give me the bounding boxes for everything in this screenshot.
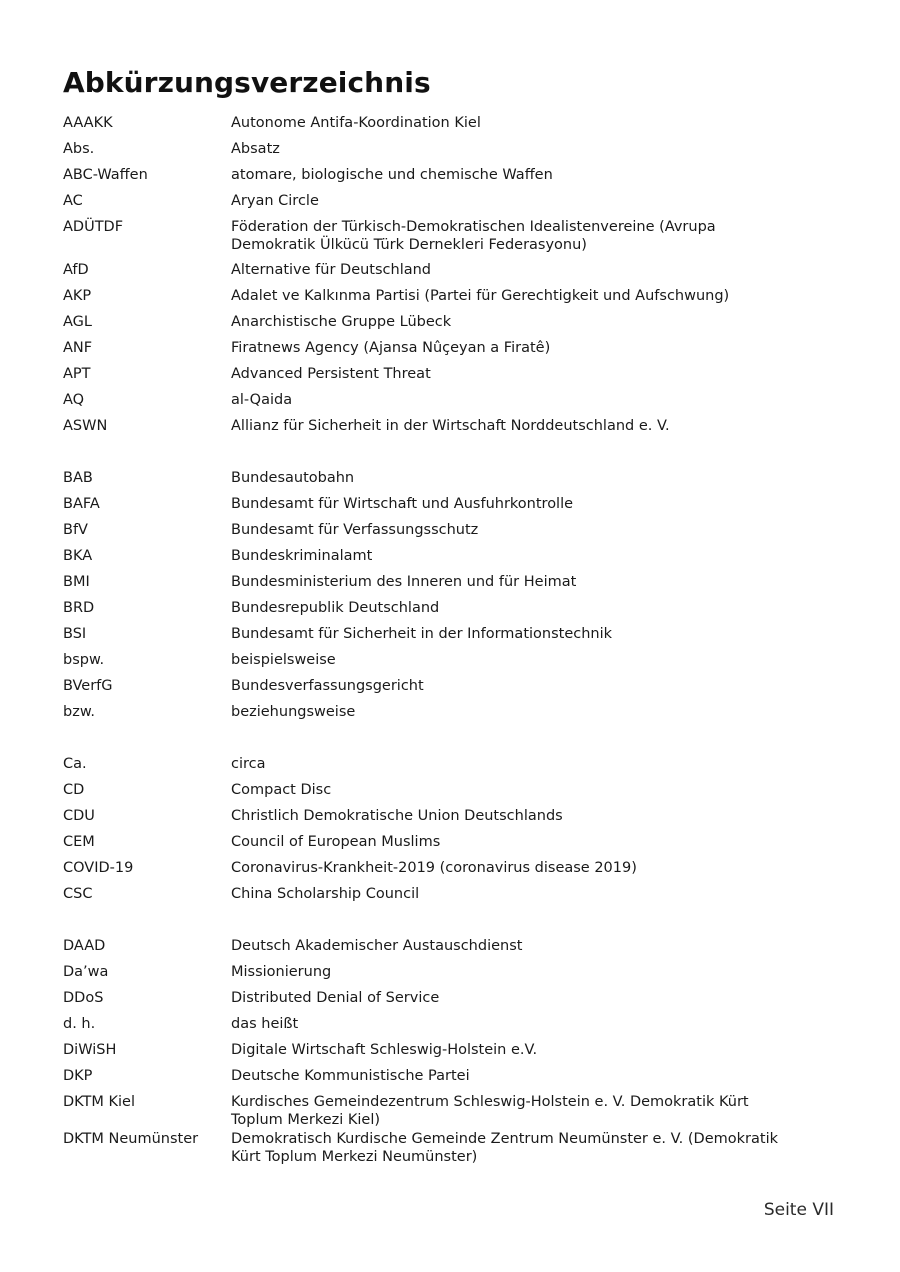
abbreviation-term: BVerfG <box>63 678 113 694</box>
abbreviation-entry <box>63 1040 803 1066</box>
abbreviation-entry <box>63 1014 803 1040</box>
abbreviation-definition: Council of European Muslims <box>231 834 441 850</box>
abbreviation-definition: Bundesrepublik Deutschland <box>231 600 440 616</box>
page-title: Abkürzungsverzeichnis <box>63 66 431 99</box>
abbreviation-term: DKTM Neumünster <box>63 1131 199 1147</box>
abbreviation-term: bspw. <box>63 652 105 668</box>
abbreviation-definition: Aryan Circle <box>231 193 319 209</box>
abbreviation-definition: Kurdisches Gemeindezentrum Schleswig-Holstein e. V. Demokratik Kürt Toplum Merkezi Kiel) <box>231 1094 749 1128</box>
abbreviation-entry <box>63 832 803 858</box>
abbreviation-definition: al-Qaida <box>231 392 293 408</box>
abbreviation-term: DiWiSH <box>63 1042 117 1058</box>
abbreviation-definition: Distributed Denial of Service <box>231 990 440 1006</box>
abbreviation-entry <box>63 416 803 442</box>
abbreviation-group <box>63 936 803 1172</box>
abbreviation-entry <box>63 468 803 494</box>
abbreviation-term: CSC <box>63 886 93 902</box>
abbreviation-definition: Bundesamt für Verfassungsschutz <box>231 522 479 538</box>
abbreviation-term: COVID-19 <box>63 860 134 876</box>
abbreviation-definition: Bundesverfassungsgericht <box>231 678 424 694</box>
abbreviation-definition: Adalet ve Kalkınma Partisi (Partei für Gerechtigkeit und Aufschwung) <box>231 288 730 304</box>
abbreviation-definition: Digitale Wirtschaft Schleswig-Holstein e.V. <box>231 1042 538 1058</box>
abbreviation-entry <box>63 936 803 962</box>
abbreviation-entry <box>63 494 803 520</box>
abbreviation-term: DKTM Kiel <box>63 1094 136 1110</box>
abbreviation-definition: Bundesamt für Sicherheit in der Informationstechnik <box>231 626 613 642</box>
abbreviation-entry <box>63 338 803 364</box>
abbreviation-definition: Coronavirus-Krankheit-2019 (coronavirus disease 2019) <box>231 860 637 876</box>
abbreviation-entry <box>63 702 803 728</box>
abbreviation-term: APT <box>63 366 91 382</box>
abbreviation-definition: circa <box>231 756 266 772</box>
abbreviation-entry <box>63 1066 803 1092</box>
abbreviation-entry <box>63 364 803 390</box>
abbreviation-term: ADÜTDF <box>63 219 124 235</box>
abbreviation-entry <box>63 390 803 416</box>
abbreviation-definition: Allianz für Sicherheit in der Wirtschaft Norddeutschland e. V. <box>231 418 670 434</box>
abbreviation-definition: Demokratisch Kurdische Gemeinde Zentrum Neumünster e. V. (Demokratik Kürt Toplum Merkezi Neumünster) <box>231 1131 778 1165</box>
abbreviation-definition: Bundesamt für Wirtschaft und Ausfuhrkontrolle <box>231 496 574 512</box>
abbreviation-term: BSI <box>63 626 87 642</box>
abbreviation-entry <box>63 139 803 165</box>
abbreviation-definition: Christlich Demokratische Union Deutschlands <box>231 808 563 824</box>
abbreviation-entry <box>63 624 803 650</box>
abbreviation-group <box>63 468 803 728</box>
abbreviation-definition: beziehungsweise <box>231 704 356 720</box>
abbreviation-definition: Deutsch Akademischer Austauschdienst <box>231 938 523 954</box>
abbreviation-term: CEM <box>63 834 95 850</box>
abbreviation-definition: atomare, biologische und chemische Waffen <box>231 167 553 183</box>
abbreviation-definition: China Scholarship Council <box>231 886 420 902</box>
abbreviation-entry <box>63 113 803 139</box>
abbreviation-term: DKP <box>63 1068 93 1084</box>
abbreviation-definition: Firatnews Agency (Ajansa Nûçeyan a Firatê) <box>231 340 551 356</box>
abbreviation-entry <box>63 858 803 884</box>
abbreviation-term: CD <box>63 782 85 798</box>
abbreviation-entry <box>63 260 803 286</box>
abbreviation-term: BRD <box>63 600 95 616</box>
abbreviation-term: AAAKK <box>63 115 113 131</box>
abbreviation-term: BAB <box>63 470 93 486</box>
abbreviation-entry <box>63 1129 803 1172</box>
abbreviation-entry <box>63 165 803 191</box>
abbreviation-entry <box>63 598 803 624</box>
abbreviation-entry <box>63 191 803 217</box>
abbreviation-entry <box>63 650 803 676</box>
abbreviation-term: Abs. <box>63 141 95 157</box>
abbreviation-term: DAAD <box>63 938 106 954</box>
abbreviation-term: ABC-Waffen <box>63 167 148 183</box>
abbreviation-group <box>63 754 803 910</box>
abbreviation-entry <box>63 286 803 312</box>
abbreviation-list <box>63 113 803 1172</box>
abbreviation-entry <box>63 780 803 806</box>
abbreviation-definition: Bundesministerium des Inneren und für Heimat <box>231 574 577 590</box>
abbreviation-entry <box>63 546 803 572</box>
abbreviation-entry <box>63 520 803 546</box>
abbreviation-term: Ca. <box>63 756 87 772</box>
abbreviation-term: d. h. <box>63 1016 96 1032</box>
abbreviation-definition: Alternative für Deutschland <box>231 262 432 278</box>
abbreviation-entry <box>63 217 803 260</box>
abbreviation-term: BMI <box>63 574 90 590</box>
abbreviation-definition: beispielsweise <box>231 652 336 668</box>
abbreviation-entry <box>63 312 803 338</box>
abbreviation-term: bzw. <box>63 704 95 720</box>
abbreviation-entry <box>63 884 803 910</box>
abbreviation-term: BfV <box>63 522 88 538</box>
abbreviation-definition: Bundeskriminalamt <box>231 548 373 564</box>
page-number: Seite VII <box>763 1200 834 1220</box>
abbreviation-entry <box>63 572 803 598</box>
abbreviation-definition: Advanced Persistent Threat <box>231 366 431 382</box>
abbreviation-term: CDU <box>63 808 95 824</box>
abbreviation-definition: Absatz <box>231 141 280 157</box>
abbreviation-group <box>63 113 803 442</box>
abbreviation-term: AQ <box>63 392 85 408</box>
abbreviation-term: AGL <box>63 314 92 330</box>
abbreviation-definition: Bundesautobahn <box>231 470 355 486</box>
abbreviation-definition: das heißt <box>231 1016 299 1032</box>
abbreviation-entry <box>63 676 803 702</box>
abbreviation-term: ANF <box>63 340 93 356</box>
abbreviation-entry <box>63 962 803 988</box>
abbreviation-definition: Autonome Antifa-Koordination Kiel <box>231 115 481 131</box>
abbreviation-entry <box>63 806 803 832</box>
abbreviation-term: AC <box>63 193 83 209</box>
abbreviation-entry <box>63 988 803 1014</box>
abbreviation-definition: Föderation der Türkisch-Demokratischen Idealistenvereine (Avrupa Demokratik Ülkücü Türk Dernekleri Federasyonu) <box>231 219 716 253</box>
abbreviation-definition: Compact Disc <box>231 782 332 798</box>
abbreviation-entry <box>63 1092 803 1129</box>
abbreviation-term: DDoS <box>63 990 104 1006</box>
abbreviation-definition: Missionierung <box>231 964 332 980</box>
abbreviation-term: Da’wa <box>63 964 109 980</box>
abbreviation-term: BAFA <box>63 496 100 512</box>
abbreviation-term: BKA <box>63 548 93 564</box>
abbreviation-term: ASWN <box>63 418 108 434</box>
abbreviation-entry <box>63 754 803 780</box>
abbreviation-definition: Anarchistische Gruppe Lübeck <box>231 314 452 330</box>
abbreviation-definition: Deutsche Kommunistische Partei <box>231 1068 470 1084</box>
abbreviation-term: AKP <box>63 288 92 304</box>
abbreviation-term: AfD <box>63 262 89 278</box>
